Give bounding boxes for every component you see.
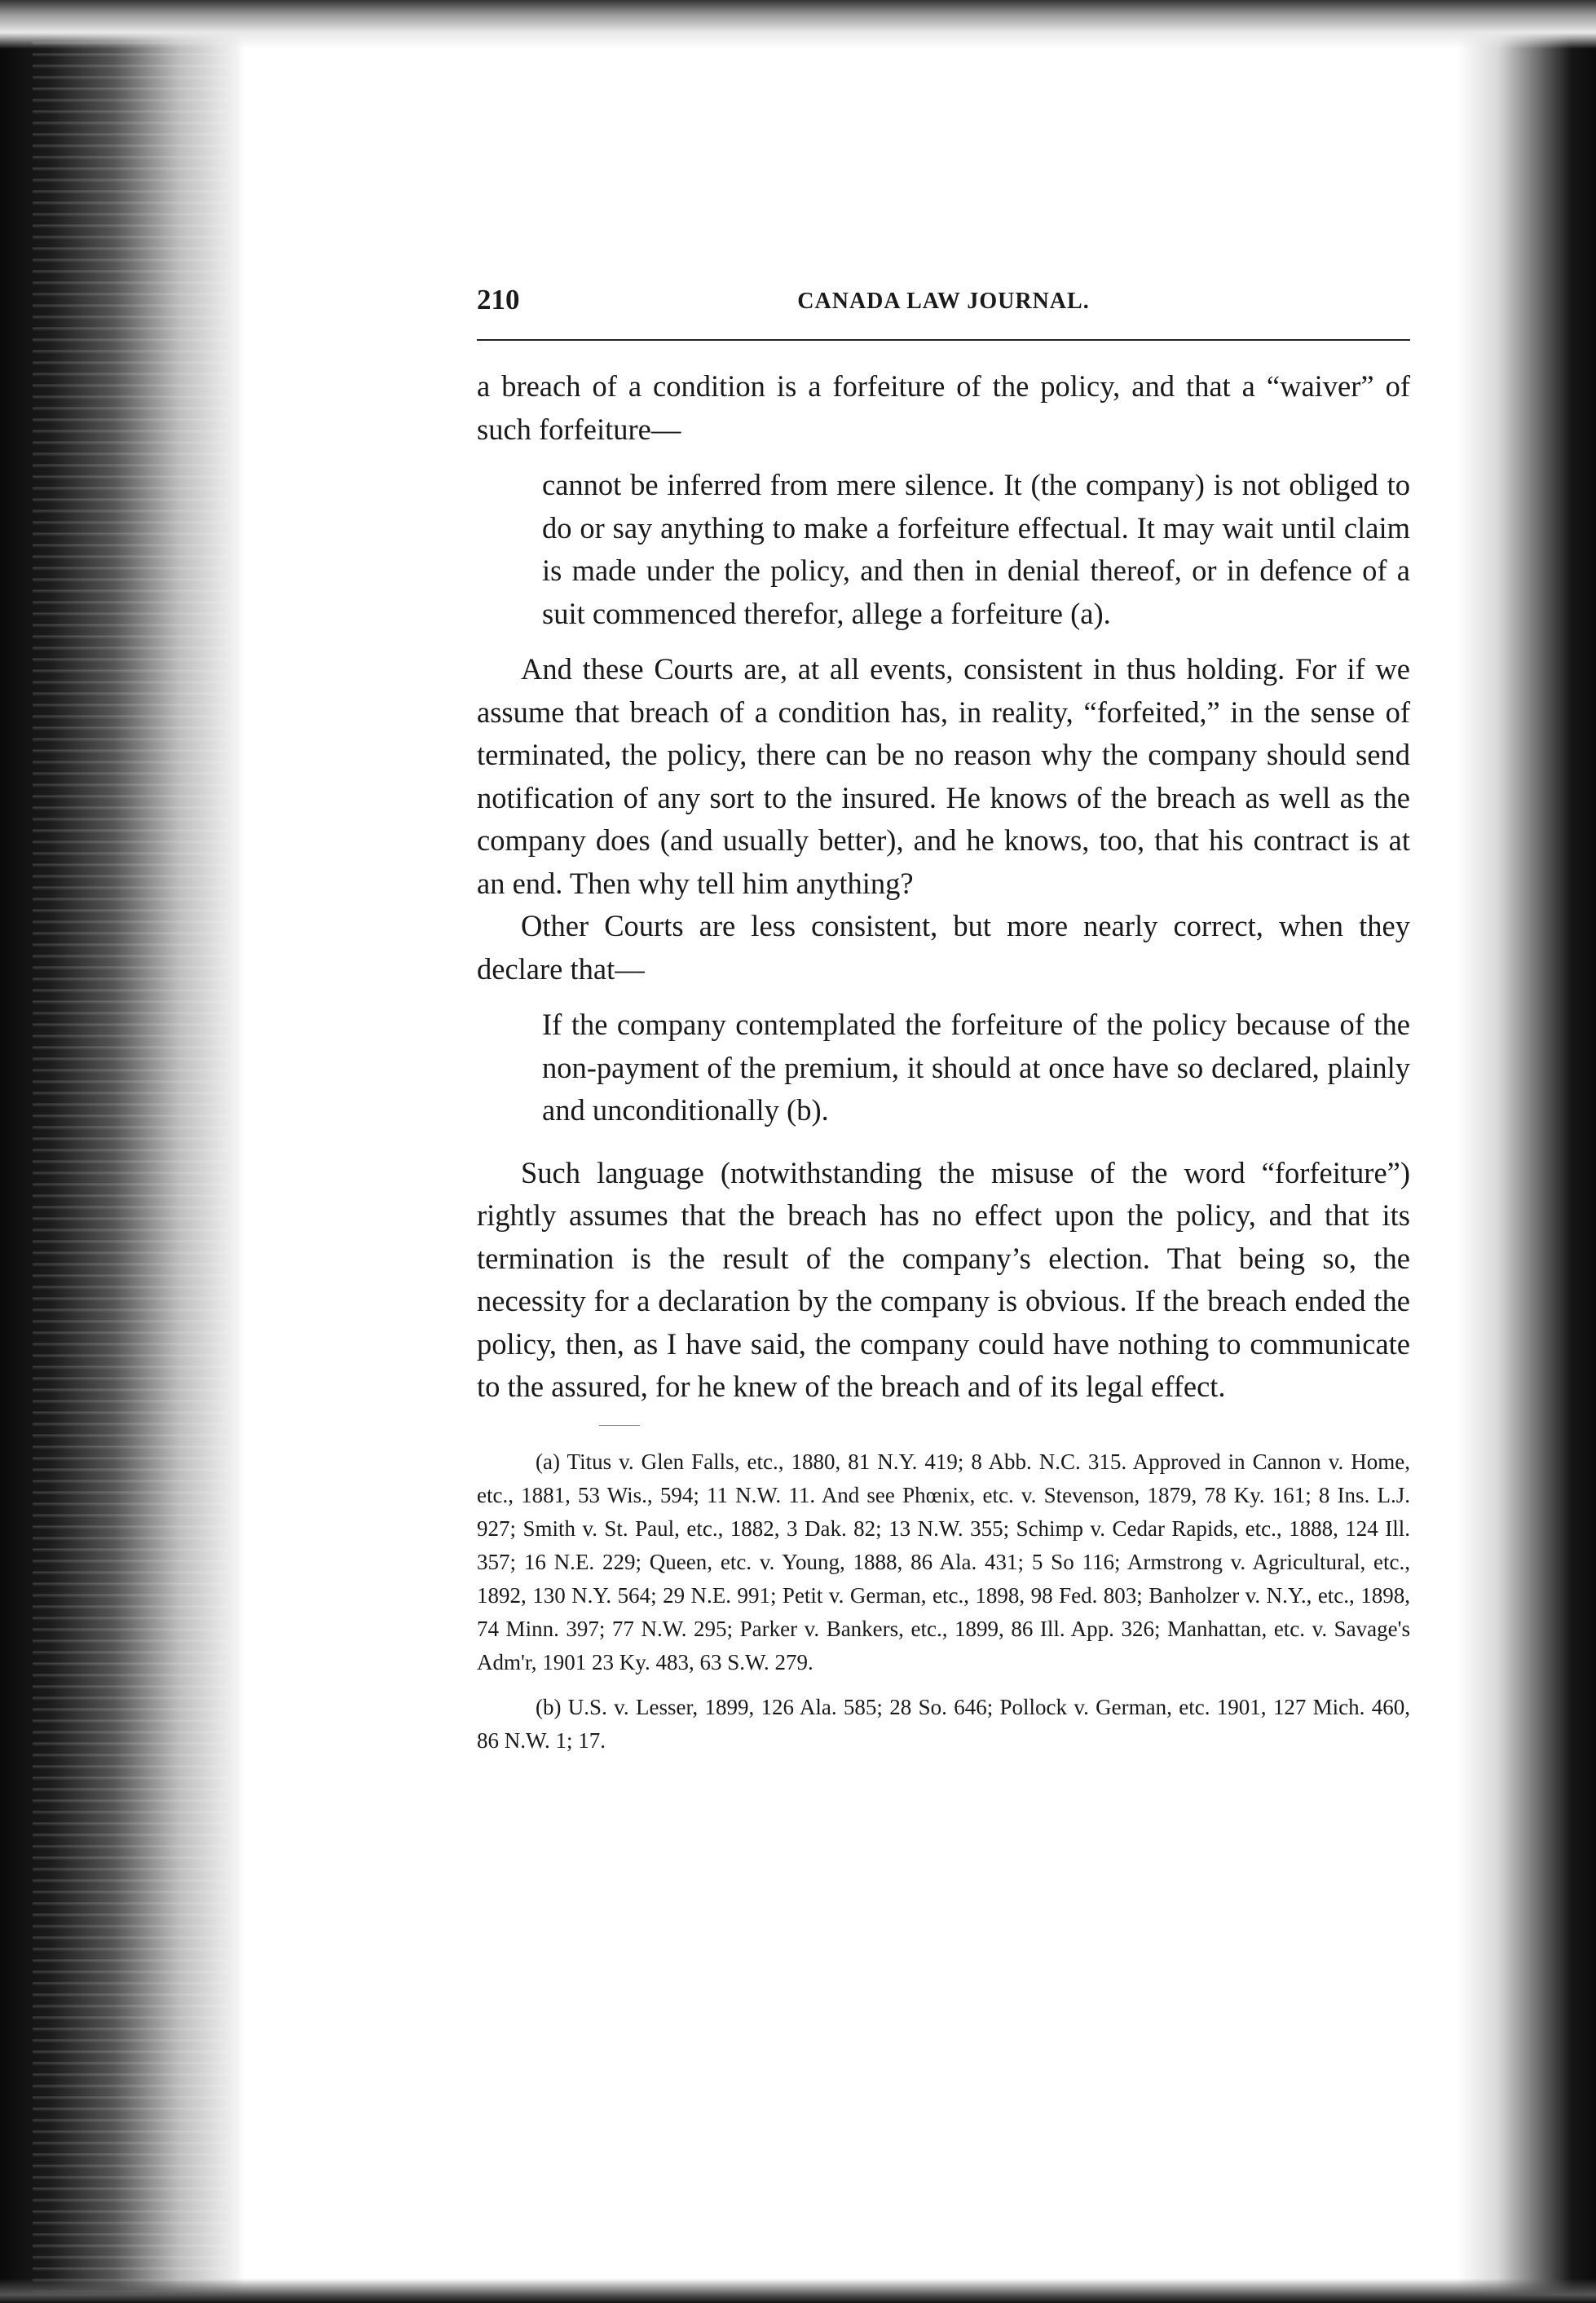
book-page [477, 284, 1410, 1758]
paragraph-1: a breach of a condition is a forfeiture of the policy, and that a “waiver” of such forfeiture— [477, 369, 1410, 446]
paragraph-4: Such language (notwithstanding the misuse of the word “forfeiture”) rightly assumes that the breach has no effect upon the policy, and that its termination is the result of the company’s election. That being so, the necessity for a declaration by the company is obvious. If the breach ended the policy, then, as I have said, the company could have nothing to communicate to the assured, for he knew of the breach and of its legal effect. [477, 1155, 1410, 1403]
paragraph-2: And these Courts are, at all events, consistent in thus holding. For if we assume that breach of a condition has, in reality, “forfeited,” in the sense of terminated, the policy, there can be no reason why the company should send notification of any sort to the insured. He knows of the breach as well as the company does (and usually better), and he knows, too, that his contract is at an end. Then why tell him anything? [477, 652, 1410, 900]
paragraph-3: Other Courts are less consistent, but more nearly correct, when they declare that— [477, 909, 1410, 986]
header-rule [477, 339, 1410, 341]
scan-shadow-right [1457, 0, 1596, 2303]
block-quote-1: cannot be inferred from mere silence. It (the company) is not obliged to do or say anything to make a forfeiture effectual. It may wait until claim is made under the policy, and then in denial thereof, or in defence of a suit commenced therefor, allege a forfeiture (a). [542, 468, 1410, 630]
block-quote-2: If the company contemplated the forfeiture of the policy because of the non-payment of the premium, it should at once have so declared, plainly and unconditionally (b). [542, 1008, 1410, 1127]
scan-shadow-bottom [0, 2279, 1596, 2303]
footnote-b: (b) U.S. v. Lesser, 1899, 126 Ala. 585; 28 So. 646; Pollock v. German, etc. 1901, 127 Mich. 460, 86 N.W. 1; 17. [477, 1694, 1410, 1753]
scan-shadow-top [0, 0, 1596, 49]
running-head [477, 284, 1410, 333]
footnote-a: (a) Titus v. Glen Falls, etc., 1880, 81 N.Y. 419; 8 Abb. N.C. 315. Approved in Cannon v. Home, etc., 1881, 53 Wis., 594; 11 N.W. 11. And see Phœnix, etc. v. Stevenson, 1879, 78 Ky. 161; 8 Ins. L.J. 927; Smith v. St. Paul, etc., 1882, 3 Dak. 82; 13 N.W. 355; Schimp v. Cedar Rapids, etc., 1888, 124 Ill. 357; 16 N.E. 229; Queen, etc. v. Young, 1888, 86 Ala. 431; 5 So 116; Armstrong v. Agricultural, etc., 1892, 130 N.Y. 564; 29 N.E. 991; Petit v. German, etc., 1898, 98 Fed. 803; Banholzer v. N.Y., etc., 1898, 74 Minn. 397; 77 N.W. 295; Parker v. Bankers, etc., 1899, 86 Ill. App. 326; Manhattan, etc. v. Savage's Adm'r, 1901 23 Ky. 483, 63 S.W. 279. [477, 1449, 1410, 1674]
journal-title: CANADA LAW JOURNAL. [797, 289, 1090, 314]
footnote-separator [599, 1425, 640, 1426]
page-number: 210 [477, 284, 520, 315]
scan-streaks-left [33, 0, 228, 2303]
